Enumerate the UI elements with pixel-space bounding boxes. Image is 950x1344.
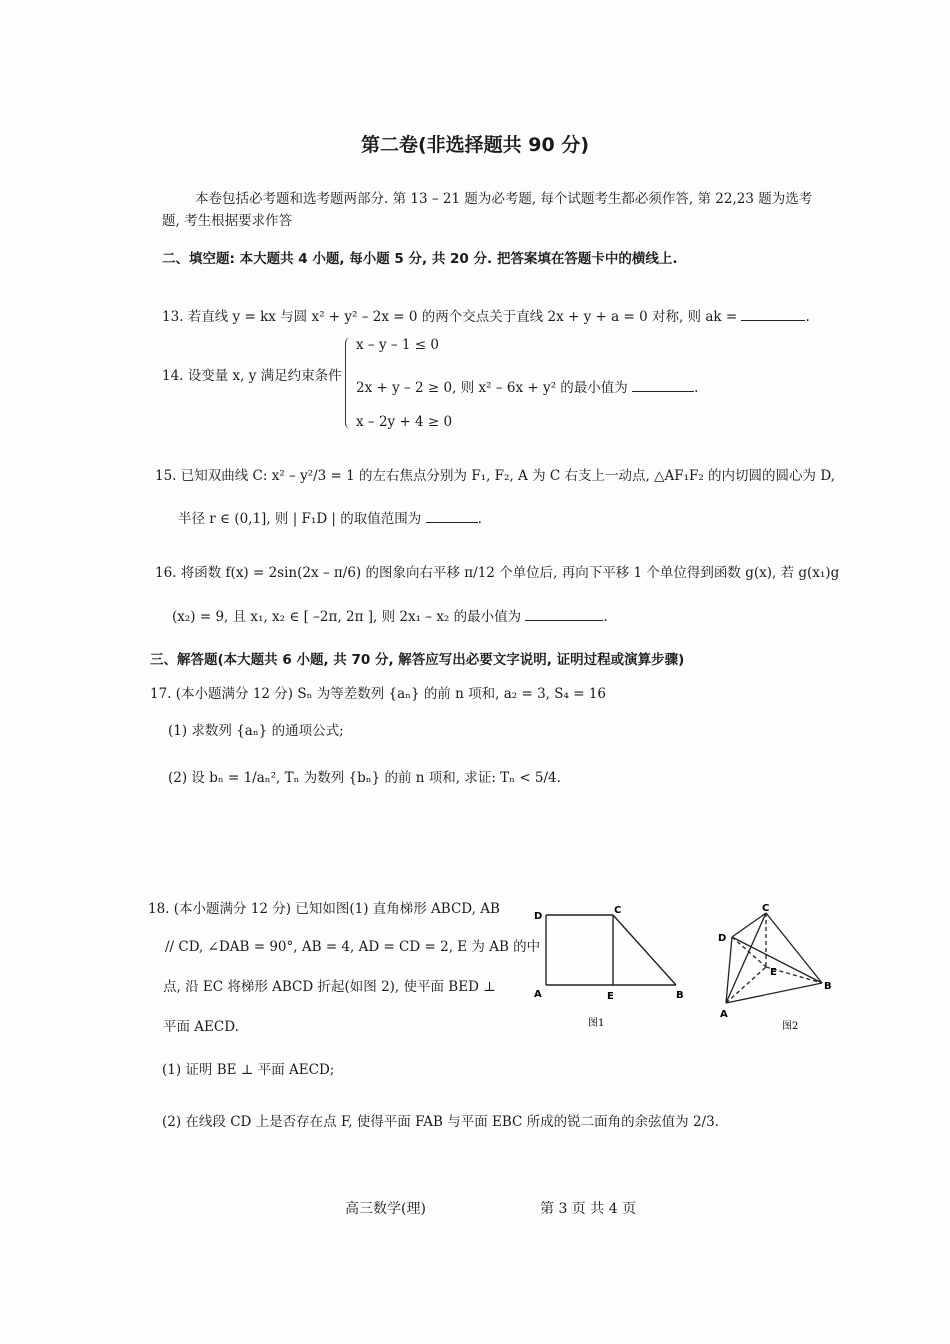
question-13-text: 13. 若直线 y = kx 与圆 x² + y² – 2x = 0 的两个交点关于直线 2x + y + a = 0 对称, 则 ak = bbox=[162, 309, 738, 325]
constraint-2: 2x + y – 2 ≥ 0, 则 x² – 6x + y² 的最小值为 bbox=[356, 380, 628, 396]
answer-blank bbox=[632, 377, 694, 392]
answer-blank bbox=[426, 508, 478, 523]
question-15-line-1: 15. 已知双曲线 C: x² – y²/3 = 1 的左右焦点分别为 F₁, F₂, A 为 C 右支上一动点, △AF₁F₂ 的内切圆的圆心为 D, bbox=[155, 468, 835, 484]
question-18-line-2: // CD, ∠DAB = 90°, AB = 4, AD = CD = 2, E 为 AB 的中 bbox=[165, 939, 541, 955]
footer-subject: 高三数学(理) bbox=[345, 1201, 426, 1217]
label-d: D bbox=[718, 933, 727, 944]
label-a: A bbox=[720, 1009, 728, 1020]
label-e: E bbox=[607, 991, 614, 1002]
question-17-part-1: (1) 求数列 {aₙ} 的通项公式; bbox=[168, 723, 344, 739]
label-a: A bbox=[534, 989, 542, 1000]
section-3-heading: 三、解答题(本大题共 6 小题, 共 70 分, 解答应写出必要文字说明, 证明过程或演算步骤) bbox=[150, 652, 685, 668]
label-b: B bbox=[824, 981, 832, 992]
label-c: C bbox=[762, 903, 770, 914]
figure-2-folded-solid bbox=[712, 905, 842, 1035]
edge-cb bbox=[613, 915, 676, 985]
question-17-stem: 17. (本小题满分 12 分) Sₙ 为等差数列 {aₙ} 的前 n 项和, a₂ = 3, S₄ = 16 bbox=[150, 686, 606, 702]
section-title: 第二卷(非选择题共 90 分) bbox=[360, 134, 590, 156]
question-16-line-1: 16. 将函数 f(x) = 2sin(2x – π/6) 的图象向右平移 π/12 个单位后, 再向下平移 1 个单位得到函数 g(x), 若 g(x₁)g bbox=[155, 565, 840, 581]
answer-blank bbox=[525, 606, 603, 621]
question-18-part-1: (1) 证明 BE ⊥ 平面 AECD; bbox=[162, 1062, 335, 1078]
constraint-2-row: 2x + y – 2 ≥ 0, 则 x² – 6x + y² 的最小值为 . bbox=[356, 377, 698, 397]
intro-line-2: 题, 考生根据要求作答 bbox=[162, 213, 293, 229]
question-16-line-2: (x₂) = 9, 且 x₁, x₂ ∈ [ –2π, 2π ], 则 2x₁ – x₂ 的最小值为 . bbox=[172, 606, 608, 626]
question-17-part-2: (2) 设 bₙ = 1/aₙ², Tₙ 为数列 {bₙ} 的前 n 项和, 求证: Tₙ < 5/4. bbox=[168, 770, 561, 786]
question-18-part-2: (2) 在线段 CD 上是否存在点 F, 使得平面 FAB 与平面 EBC 所成的锐二面角的余弦值为 2/3. bbox=[162, 1114, 719, 1130]
question-18-line-3: 点, 沿 EC 将梯形 ABCD 折起(如图 2), 使平面 BED ⊥ bbox=[163, 979, 496, 995]
label-b: B bbox=[676, 990, 684, 1001]
question-14-lead: 14. 设变量 x, y 满足约束条件 bbox=[162, 368, 342, 384]
label-d: D bbox=[534, 911, 543, 922]
edge-ab bbox=[726, 983, 822, 1003]
question-15-text: 半径 r ∈ (0,1], 则 | F₁D | 的取值范围为 bbox=[178, 511, 422, 527]
label-c: C bbox=[614, 905, 622, 916]
question-18-line-1: 18. (本小题满分 12 分) 已知如图(1) 直角梯形 ABCD, AB bbox=[148, 901, 500, 917]
constraint-3: x – 2y + 4 ≥ 0 bbox=[356, 414, 453, 430]
constraint-brace bbox=[345, 337, 354, 429]
label-e: E bbox=[770, 967, 777, 978]
constraint-1: x – y – 1 ≤ 0 bbox=[356, 337, 439, 353]
question-16-text: (x₂) = 9, 且 x₁, x₂ ∈ [ –2π, 2π ], 则 2x₁ – x₂ 的最小值为 bbox=[172, 609, 522, 625]
figure-1-caption: 图1 bbox=[588, 1018, 605, 1029]
edge-ae-hidden bbox=[726, 967, 766, 1003]
section-2-heading: 二、填空题: 本大题共 4 小题, 每小题 5 分, 共 20 分. 把答案填在答题卡中的横线上. bbox=[162, 251, 678, 267]
answer-blank bbox=[741, 306, 805, 321]
question-13: 13. 若直线 y = kx 与圆 x² + y² – 2x = 0 的两个交点关于直线 2x + y + a = 0 对称, 则 ak = . bbox=[162, 306, 810, 326]
question-15-line-2: 半径 r ∈ (0,1], 则 | F₁D | 的取值范围为 . bbox=[178, 508, 482, 528]
figure-1-trapezoid bbox=[530, 905, 690, 1035]
question-18-line-4: 平面 AECD. bbox=[163, 1019, 239, 1035]
figure-2-caption: 图2 bbox=[782, 1021, 799, 1032]
intro-line-1: 本卷包括必考题和选考题两部分. 第 13 – 21 题为必考题, 每个试题考生都必须作答, 第 22,23 题为选考 bbox=[195, 191, 813, 207]
footer-page-number: 第 3 页 共 4 页 bbox=[540, 1201, 637, 1217]
